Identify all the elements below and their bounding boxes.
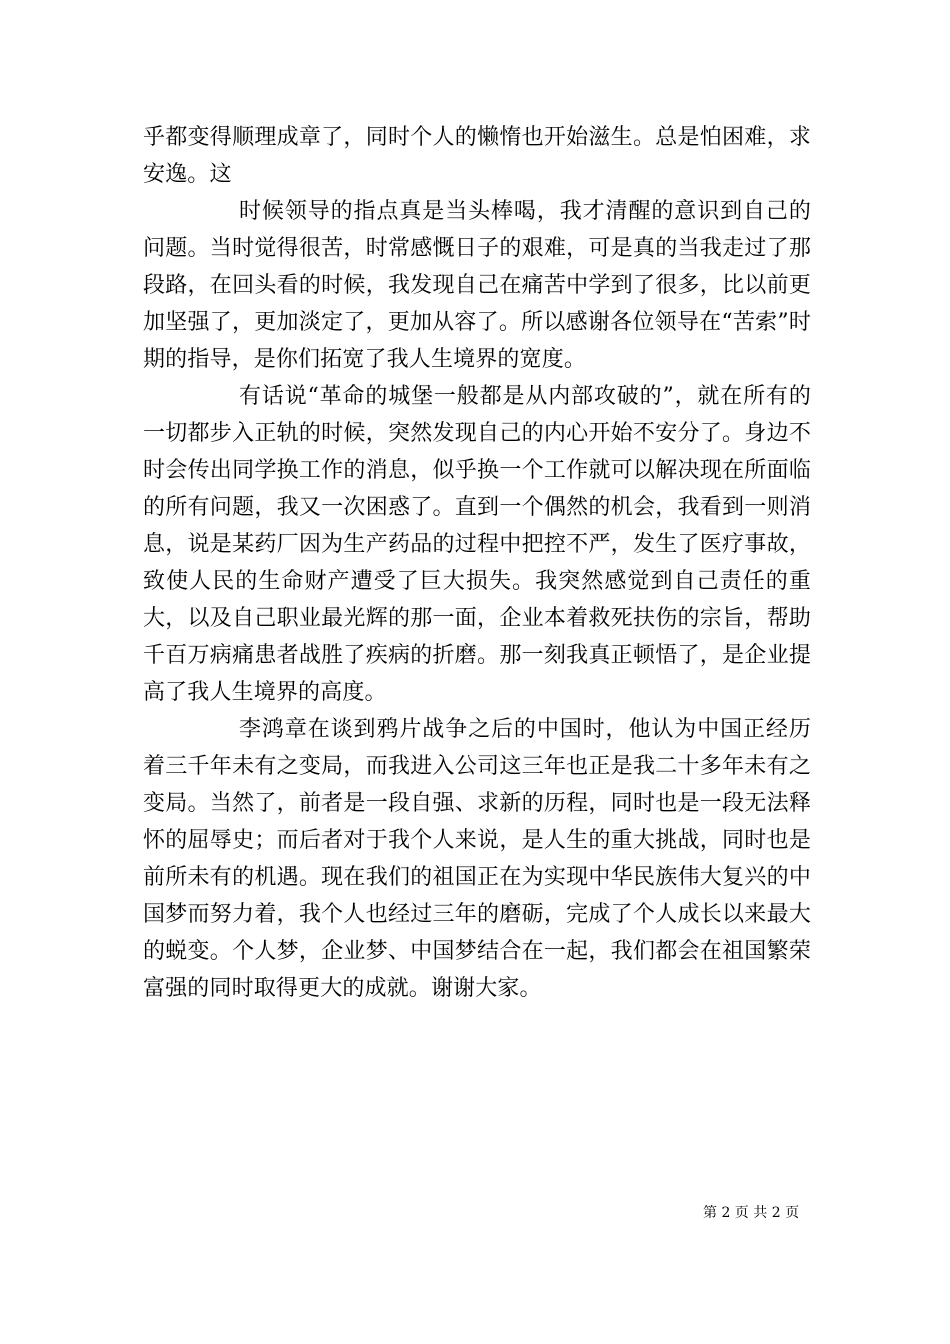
page-footer: 第 2 页 共 2 页 <box>703 1205 800 1221</box>
paragraph-4: 李鸿章在谈到鸦片战争之后的中国时，他认为中国正经历着三千年未有之变局，而我进入公司这三年也正是我二十多年未有之变局。当然了，前者是一段自强、求新的历程，同时也是一段无法释怀的屈辱史；而后者对于我个人来说，是人生的重大挑战，同时也是前所未有的机遇。现在我们的祖国正在为实现中华民族伟大复兴的中国梦而努力着，我个人也经过三年的磨砺，完成了个人成长以来最大的蜕变。个人梦，企业梦、中国梦结合在一起，我们都会在祖国繁荣富强的同时取得更大的成就。谢谢大家。 <box>143 717 811 1001</box>
paragraph-1: 乎都变得顺理成章了，同时个人的懒惰也开始滋生。总是怕困难，求安逸。这 <box>143 125 811 187</box>
body-text <box>143 119 811 1007</box>
paragraph-2: 时候领导的指点真是当头棒喝，我才清醒的意识到自己的问题。当时觉得很苦，时常感慨日子的艰难，可是真的当我走过了那段路，在回头看的时候，我发现自己在痛苦中学到了很多，比以前更加坚强了，更加淡定了，更加从容了。所以感谢各位领导在“苦索”时期的指导，是你们拓宽了我人生境界的宽度。 <box>143 199 811 372</box>
paragraph-3: 有话说“革命的城堡一般都是从内部攻破的”，就在所有的一切都步入正轨的时候，突然发现自己的内心开始不安分了。身边不时会传出同学换工作的消息，似乎换一个工作就可以解决现在所面临的所有问题，我又一次困惑了。直到一个偶然的机会，我看到一则消息，说是某药厂因为生产药品的过程中把控不严，发生了医疗事故，致使人民的生命财产遭受了巨大损失。我突然感觉到自己责任的重大，以及自己职业最光辉的那一面，企业本着救死扶伤的宗旨，帮助千百万病痛患者战胜了疾病的折磨。那一刻我真正顿悟了，是企业提高了我人生境界的高度。 <box>143 384 811 705</box>
